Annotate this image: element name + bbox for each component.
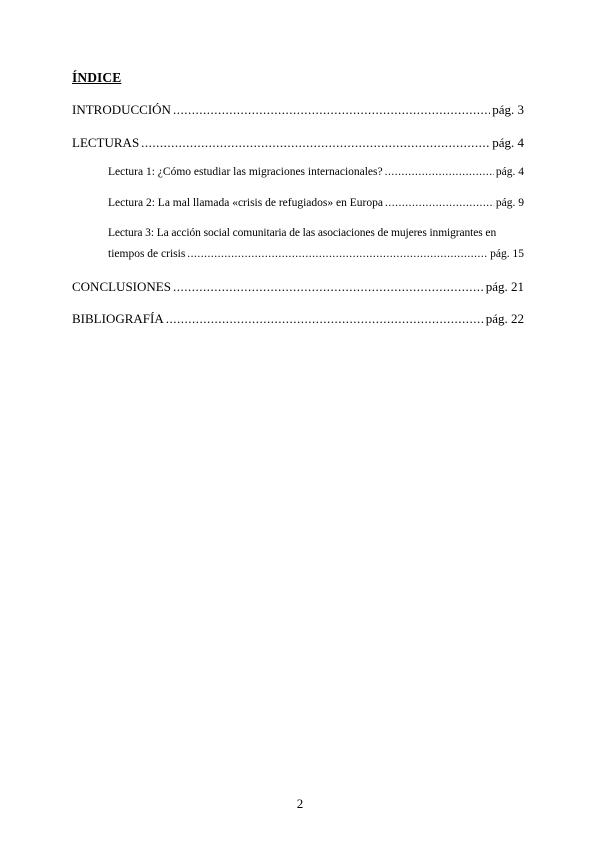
toc-entry-page: pág. 9 — [495, 197, 524, 209]
toc-entry-page: pág. 3 — [492, 102, 524, 117]
toc-entry-lectura-3-line1[interactable]: Lectura 3: La acción social comunitaria de las asociaciones de mujeres inmigrantes en — [108, 227, 497, 239]
toc-entry-lectura-3[interactable] — [108, 248, 524, 260]
toc-entry-label: LECTURAS — [72, 135, 140, 150]
dot-leader — [166, 311, 484, 327]
toc-entry-page: pág. 21 — [485, 279, 524, 294]
page-number: 2 — [296, 796, 304, 811]
toc-entry-introduccion[interactable] — [72, 102, 524, 118]
toc-entry-lecturas[interactable] — [72, 135, 524, 151]
dot-leader — [141, 135, 490, 151]
toc-entry-label: tiempos de crisis — [108, 248, 186, 260]
toc-entry-label: Lectura 2: La mal llamada «crisis de refugiados» en Europa — [108, 197, 383, 209]
toc-entry-label: BIBLIOGRAFÍA — [72, 311, 164, 326]
toc-entry-page: pág. 22 — [485, 311, 524, 326]
toc-entry-lectura-2[interactable] — [108, 197, 524, 209]
dot-leader — [187, 248, 488, 260]
dot-leader — [385, 166, 494, 178]
toc-entry-page: pág. 4 — [492, 135, 524, 150]
dot-leader — [385, 197, 494, 209]
toc-entry-label: INTRODUCCIÓN — [72, 102, 171, 117]
toc-entry-page: pág. 4 — [495, 166, 524, 178]
dot-leader — [173, 102, 490, 118]
toc-entry-label: Lectura 1: ¿Cómo estudiar las migraciones internacionales? — [108, 166, 383, 178]
toc-entry-lectura-1[interactable] — [108, 166, 524, 178]
toc-entry-bibliografia[interactable] — [72, 311, 524, 327]
toc-entry-label: CONCLUSIONES — [72, 279, 171, 294]
toc-entry-page: pág. 15 — [490, 248, 524, 260]
index-title: ÍNDICE — [72, 70, 122, 85]
dot-leader — [173, 279, 484, 295]
toc-entry-conclusiones[interactable] — [72, 279, 524, 295]
